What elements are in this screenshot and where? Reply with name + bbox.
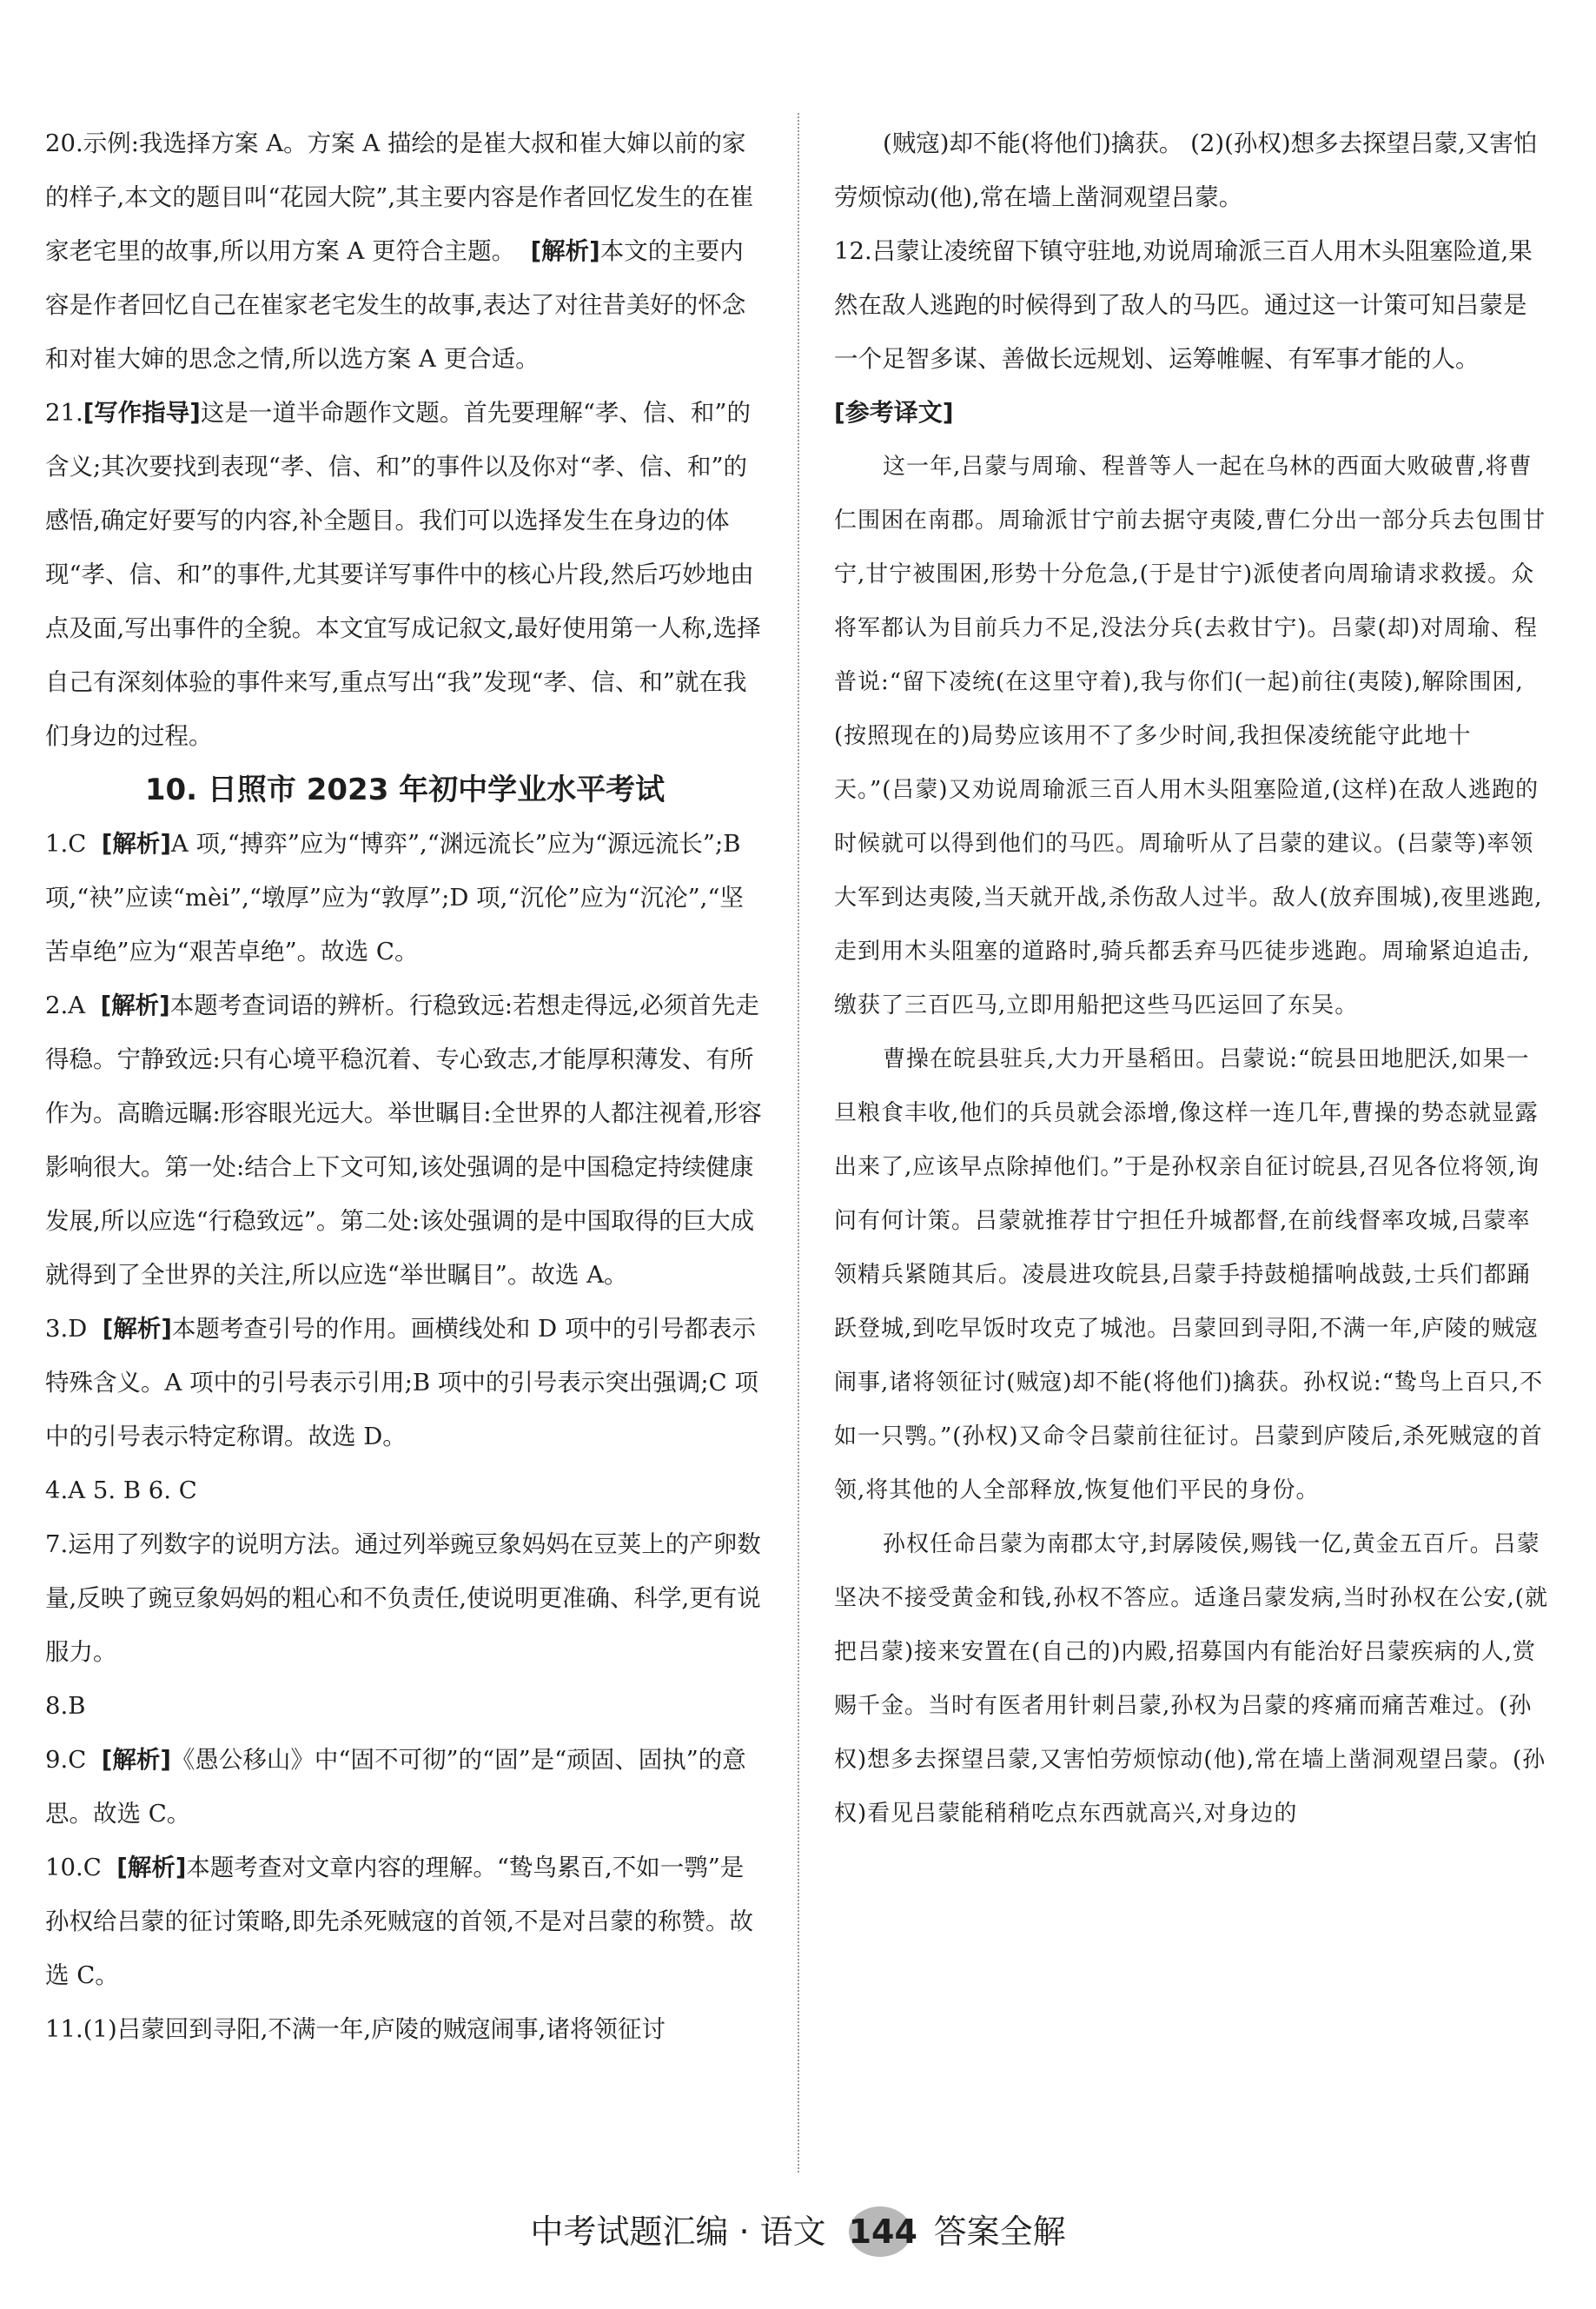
item-text: C [68, 1746, 87, 1774]
item-number: 20. [45, 129, 83, 157]
item-number: 3. [45, 1315, 69, 1343]
answer-item-4-6 [45, 1463, 765, 1517]
item-number: 9. [45, 1746, 69, 1774]
page-number: 144 [849, 2206, 911, 2257]
item-text: A 5. B 6. C [68, 1476, 197, 1504]
item-number: 21. [45, 399, 83, 427]
section-title: 10. 日照市 2023 年初中学业水平考试 [144, 773, 666, 807]
item-text: C [68, 830, 87, 858]
item-number: 4. [45, 1476, 69, 1504]
answer-item-11-continued [834, 116, 1548, 224]
answer-item-10 [45, 1841, 765, 2002]
item-text: 这是一道半命题作文题。首先要理解“孝、信、和”的含义;其次要找到表现“孝、信、和”的事件以及你对“孝、信、和”的感悟,确定好要写的内容,补全题目。我们可以选择发生在身边的体现“孝、信、和”的事件,尤其要详写事件中的核心片段,然后巧妙地由点及面,写出事件的全貌。本文宜写成记叙文,最好使用第一人称,选择自己有深刻体验的事件来写,重点写出“我”发现“孝、信、和”就在我们身边的过程。 [45, 399, 761, 750]
analysis-tag: [解析] [530, 237, 600, 265]
page-footer [0, 2199, 1596, 2259]
answer-item-8 [45, 1679, 765, 1733]
item-text: 运用了列数字的说明方法。通过列举豌豆象妈妈在豆荚上的产卵数量,反映了豌豆象妈妈的粗心和不负责任,使说明更准确、科学,更有说服力。 [45, 1530, 761, 1666]
footer-book-title: 中考试题汇编 · 语文 [530, 2212, 826, 2251]
item-text: 本题考查对文章内容的理解。“鸷鸟累百,不如一鹗”是孙权给吕蒙的征讨策略,即先杀死贼寇的首领,不是对吕蒙的称赞。故选 C。 [45, 1854, 753, 1989]
analysis-tag: [解析] [101, 1746, 171, 1774]
item-text: 吕蒙让凌统留下镇守驻地,劝说周瑜派三百人用木头阻塞险道,果然在敌人逃跑的时候得到了敌人的马匹。通过这一计策可知吕蒙是一个足智多谋、善做长远规划、运筹帷幄、有军事才能的人。 [834, 237, 1533, 373]
item-text: A 项,“搏弈”应为“博弈”,“渊远流长”应为“源远流长”;B 项,“袂”应读“mèi”,“墩厚”应为“敦厚”;D 项,“沉伦”应为“沉沦”,“坚苦卓绝”应为“艰苦卓绝”。故选 C。 [45, 830, 744, 965]
translation-paragraph: 曹操在皖县驻兵,大力开垦稻田。吕蒙说:“皖县田地肥沃,如果一旦粮食丰收,他们的兵员就会添增,像这样一连几年,曹操的势态就显露出来了,应该早点除掉他们。”于是孙权亲自征讨皖县,召见各位将领,询问有何计策。吕蒙就推荐甘宁担任升城都督,在前线督率攻城,吕蒙率领精兵紧随其后。凌晨进攻皖县,吕蒙手持鼓槌擂响战鼓,士兵们都踊跃登城,到吃早饭时攻克了城池。吕蒙回到寻阳,不满一年,庐陵的贼寇闹事,诸将领征讨(贼寇)却不能(将他们)擒获。孙权说:“鸷鸟上百只,不如一只鹗。”(孙权)又命令吕蒙前往征讨。吕蒙到庐陵后,杀死贼寇的首领,将其他的人全部释放,恢复他们平民的身份。 [834, 1046, 1544, 1503]
item-number: 2. [45, 992, 69, 1019]
item-number: 7. [45, 1530, 69, 1558]
answer-item-7 [45, 1517, 765, 1679]
analysis-tag: [解析] [101, 830, 171, 858]
answer-item-9 [45, 1733, 765, 1841]
writing-guide-tag: [写作指导] [83, 399, 201, 427]
translation-paragraph: 孙权任命吕蒙为南郡太守,封孱陵侯,赐钱一亿,黄金五百斤。吕蒙坚决不接受黄金和钱,孙权不答应。适逢吕蒙发病,当时孙权在公安,(就把吕蒙)接来安置在(自己的)内殿,招募国内有能治好吕蒙疾病的人,赏赐千金。当时有医者用针刺吕蒙,孙权为吕蒙的疼痛而痛苦难过。(孙权)想多去探望吕蒙,又害怕劳烦惊动(他),常在墙上凿洞观望吕蒙。(孙权)看见吕蒙能稍稍吃点东西就高兴,对身边的 [834, 1531, 1548, 1827]
footer-section-title: 答案全解 [933, 2212, 1066, 2251]
item-number: 8. [45, 1692, 69, 1720]
item-number: 1. [45, 830, 69, 858]
analysis-tag: [解析] [100, 992, 170, 1019]
item-text: B [68, 1692, 86, 1720]
answer-item-2 [45, 979, 765, 1302]
answer-item-21 [45, 386, 765, 763]
right-column [834, 116, 1548, 1841]
translation-paragraph: 这一年,吕蒙与周瑜、程普等人一起在乌林的西面大败破曹,将曹仁围困在南郡。周瑜派甘宁前去据守夷陵,曹仁分出一部分兵去包围甘宁,甘宁被围困,形势十分危急,(于是甘宁)派使者向周瑜请求救援。众将军都认为目前兵力不足,没法分兵(去救甘宁)。吕蒙(却)对周瑜、程普说:“留下凌统(在这里守着),我与你们(一起)前往(夷陵),解除围困,(按照现在的)局势应该用不了多少时间,我担保凌统能守此地十天。”(吕蒙)又劝说周瑜派三百人用木头阻塞险道,(这样)在敌人逃跑的时候就可以得到他们的马匹。周瑜听从了吕蒙的建议。(吕蒙等)率领大军到达夷陵,当天就开战,杀伤敌人过半。敌人(放弃围城),夜里逃跑,走到用木头阻塞的道路时,骑兵都丢弃马匹徒步逃跑。周瑜紧迫追击,缴获了三百匹马,立即用船把这些马匹运回了东吴。 [834, 454, 1546, 1018]
analysis-tag: [解析] [116, 1854, 187, 1881]
item-text: 示例:我选择方案 A。方案 A 描绘的是崔大叔和崔大婶以前的家的样子,本文的题目叫“花园大院”,其主要内容是作者回忆发生的在崔家老宅里的故事,所以用方案 A 更符合主题。 [45, 129, 754, 265]
item-text: 本文的主要内容是作者回忆自己在崔家老宅发生的故事,表达了对往昔美好的怀念和对崔大婶的思念之情,所以选方案 A 更合适。 [45, 237, 746, 373]
item-text: 《愚公移山》中“固不可彻”的“固”是“顽固、固执”的意思。故选 C。 [45, 1746, 746, 1828]
item-text: 本题考查词语的辨析。行稳致远:若想走得远,必须首先走得稳。宁静致远:只有心境平稳沉着、专心致志,才能厚积薄发、有所作为。高瞻远瞩:形容眼光远大。举世瞩目:全世界的人都注视着,形容影响很大。第一处:结合上下文可知,该处强调的是中国稳定持续健康发展,所以应选“行稳致远”。第二处:该处强调的是中国取得的巨大成就得到了全世界的关注,所以应选“举世瞩目”。故选 A。 [45, 992, 762, 1289]
item-text: (贼寇)却不能(将他们)擒获。 (2)(孙权)想多去探望吕蒙,又害怕劳烦惊动(他),常在墙上凿洞观望吕蒙。 [834, 129, 1538, 211]
item-text: A [68, 992, 86, 1019]
analysis-tag: [解析] [102, 1315, 172, 1343]
item-text: D [68, 1315, 88, 1343]
item-number: 12. [834, 237, 872, 265]
item-number: 11. [45, 2015, 83, 2043]
answer-item-11 [45, 2002, 765, 2056]
item-text: (1)吕蒙回到寻阳,不满一年,庐陵的贼寇闹事,诸将领征讨 [83, 2015, 666, 2043]
answer-item-20 [45, 116, 765, 386]
item-text: C [83, 1854, 102, 1881]
reference-translation-title: [参考译文] [834, 398, 954, 427]
answer-item-1 [45, 817, 765, 979]
item-text: 本题考查引号的作用。画横线处和 D 项中的引号都表示特殊含义。A 项中的引号表示引用;B 项中的引号表示突出强调;C 项中的引号表示特定称谓。故选 D。 [45, 1315, 758, 1450]
answer-item-3 [45, 1302, 765, 1463]
reference-translation [834, 440, 1548, 1841]
item-number: 10. [45, 1854, 83, 1881]
left-column [45, 116, 765, 2056]
column-divider [798, 113, 799, 2173]
answer-item-12 [834, 224, 1548, 386]
